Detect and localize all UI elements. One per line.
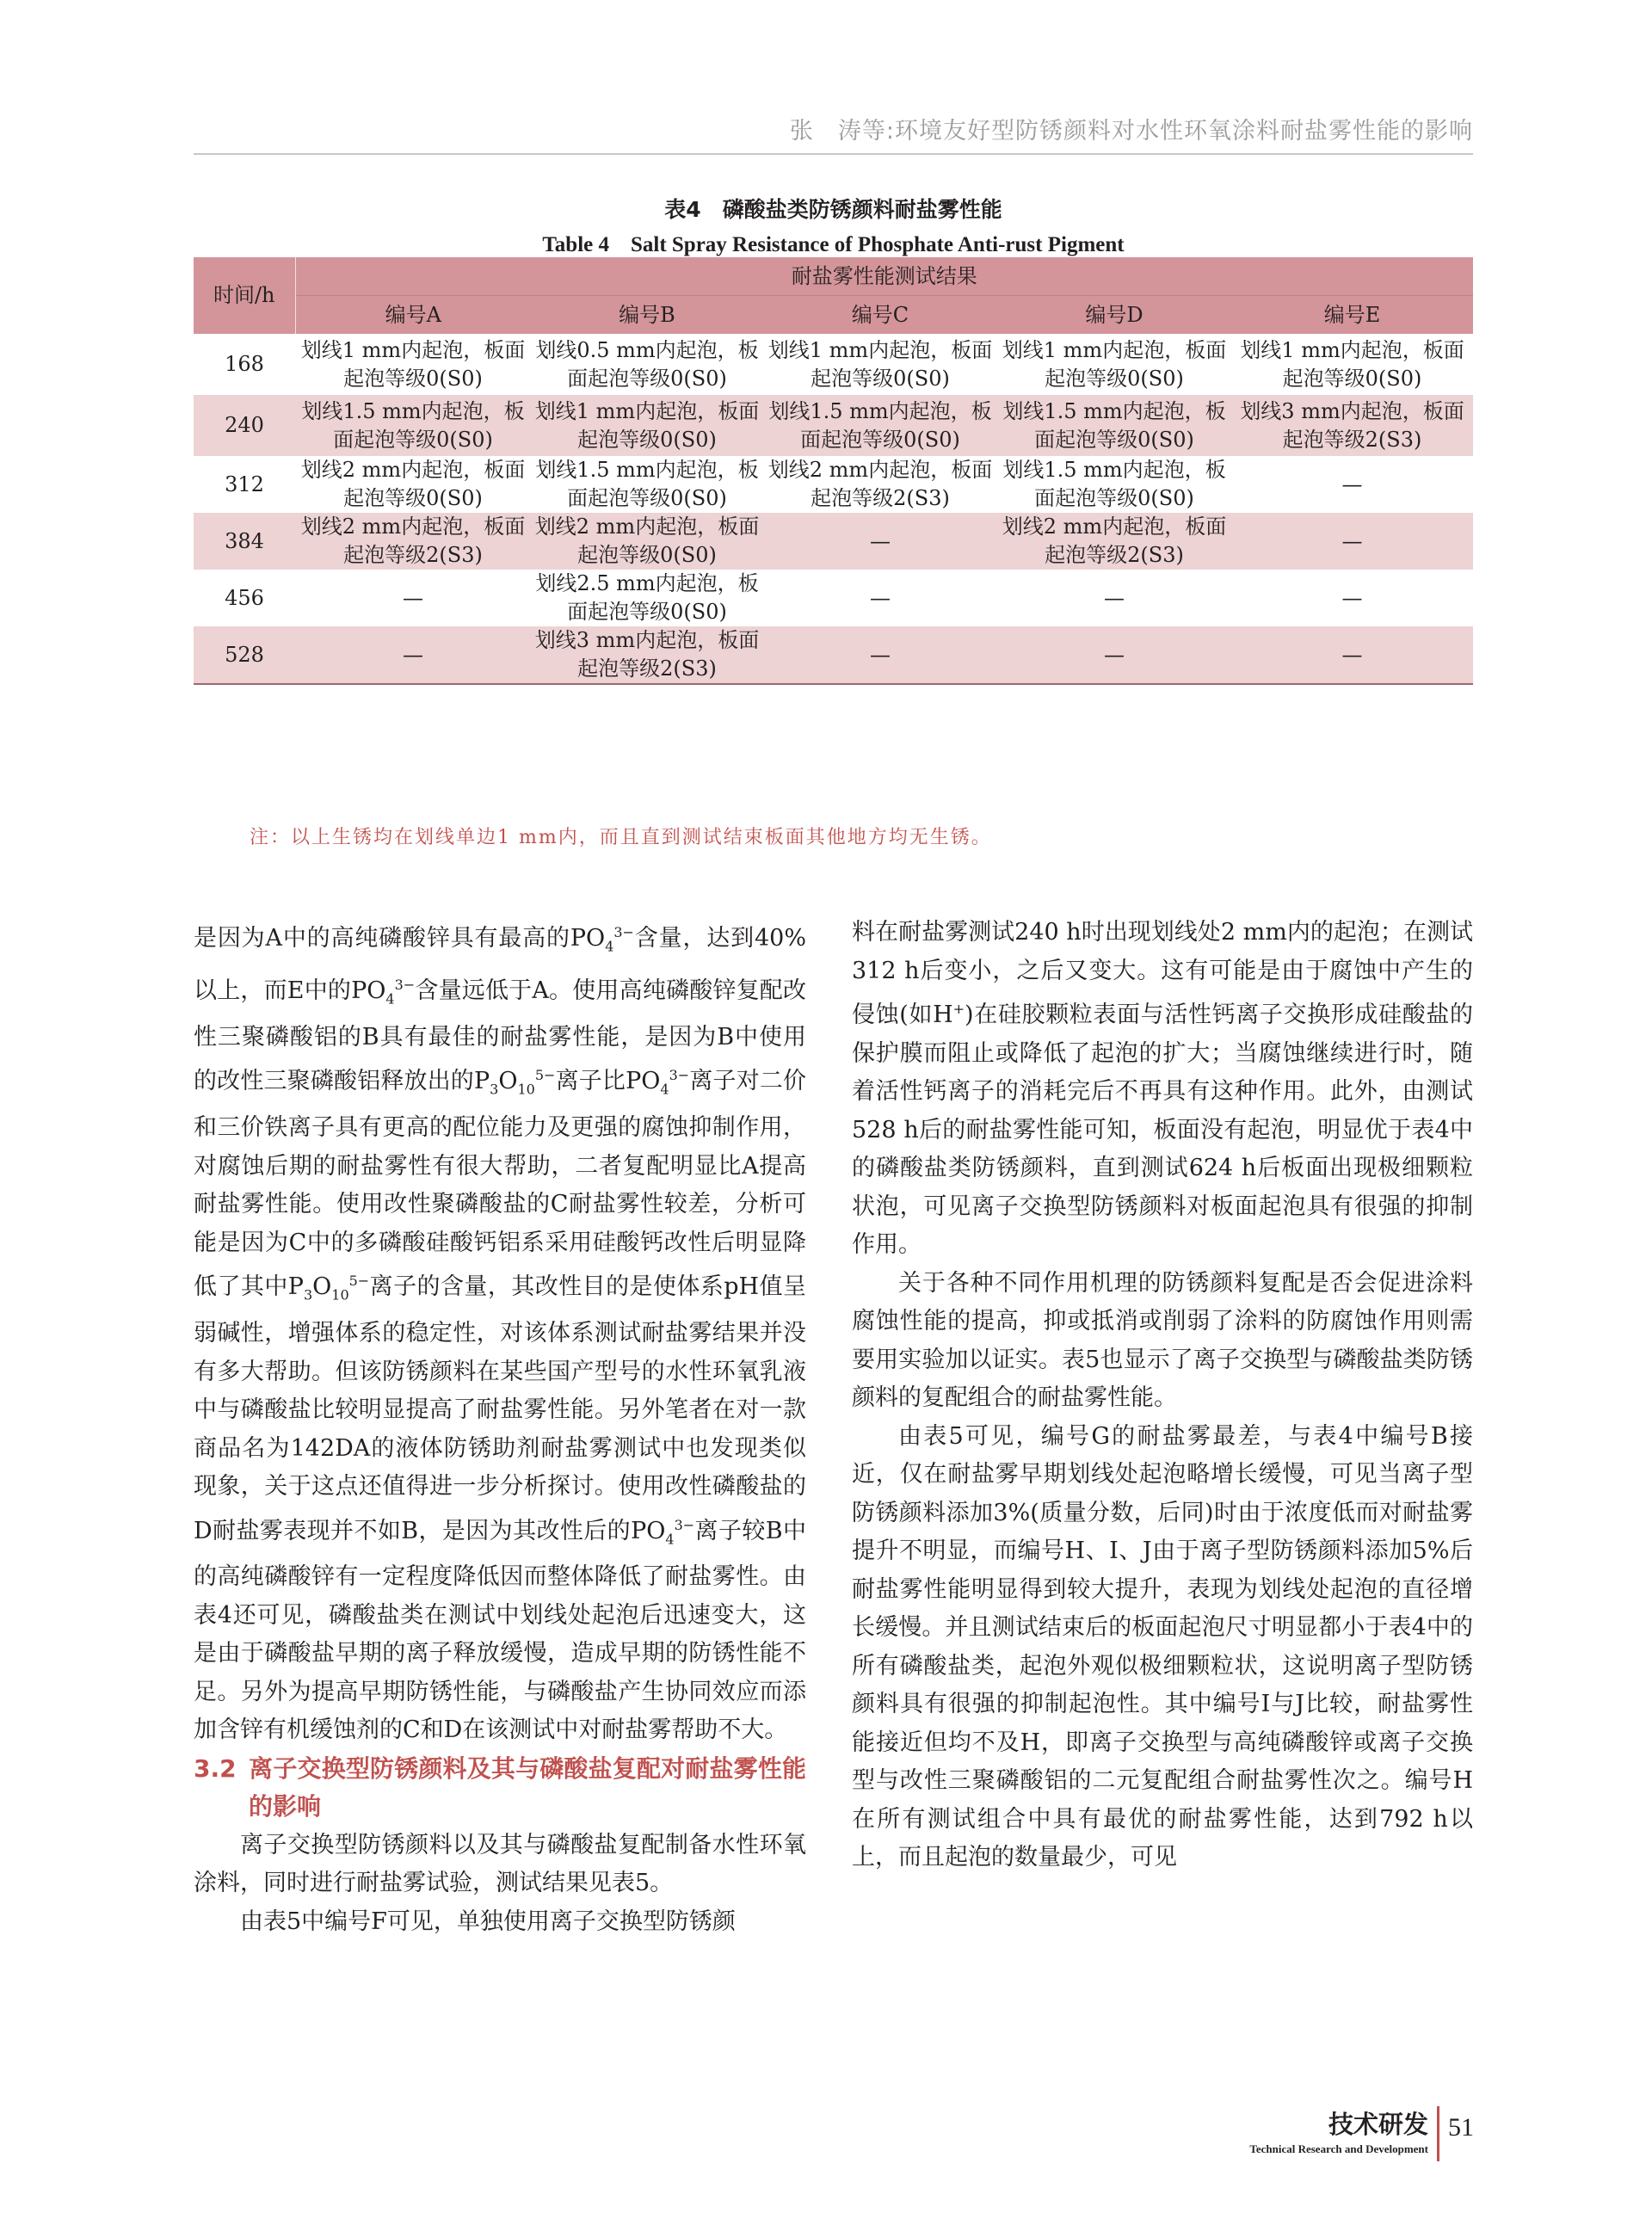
superscript: 5− [534,1067,556,1084]
section-number: 3.2 [194,1753,237,1783]
result-cell: 划线2.5 mm内起泡，板面起泡等级0(S0) [531,570,763,626]
text-run: 离子对二价和三价铁离子具有更高的配位能力及更强的腐蚀抑制作用，对腐蚀后期的耐盐雾性有很大帮助，二者复配明显比A提高耐盐雾性能。使用改性聚磷酸盐的C耐盐雾性较差，分析可能是因为C中的多磷酸硅酸钙铝系采用硅酸钙改性后明显降低了其中P [194,1068,806,1301]
column-header: 编号A [295,296,531,335]
time-header: 时间/h [194,257,295,334]
result-cell: — [1231,626,1473,684]
paragraph: 关于各种不同作用机理的防锈颜料复配是否会促进涂料腐蚀性能的提高，抑或抵消或削弱了涂料的防腐蚀作用则需要用实验加以证实。表5也显示了离子交换型与磷酸盐类防锈颜料的复配组合的耐盐雾性能。 [852,1269,1473,1411]
text-run: O [498,1068,518,1095]
result-cell: 划线1.5 mm内起泡，板面起泡等级0(S0) [997,456,1231,513]
time-cell: 240 [194,395,295,456]
superscript: 3− [613,924,634,940]
subscript: 4 [605,938,614,955]
text-run: 含量远低于A。使用高纯磷酸锌复配改性三聚磷酸铝的B具有最佳的耐盐雾性能，是因为B中使用的改性三聚磷酸铝释放出的P [194,977,807,1095]
result-cell: — [295,570,531,626]
table-row [194,395,1473,456]
result-cell: 划线1 mm内起泡，板面起泡等级0(S0) [1231,334,1473,395]
footer-section-cn: 技术研发 [1328,2110,1428,2139]
result-cell: 划线0.5 mm内起泡，板面起泡等级0(S0) [531,334,763,395]
superscript: 3− [394,976,416,993]
salt-spray-table [194,257,1473,685]
paragraph: 由表5可见，编号G的耐盐雾最差，与表4中编号B接近，仅在耐盐雾早期划线处起泡略增长缓慢，可见当离子型防锈颜料添加3%(质量分数，后同)时由于浓度低而对耐盐雾提升不明显，而编号H、I、J由于离子型防锈颜料添加5%后耐盐雾性能明显得到较大提升，表现为划线处起泡的直径增长缓慢。并且测试结束后的板面起泡尺寸明显都小于表4中的所有磷酸盐类，起泡外观似极细颗粒状，这说明离子型防锈颜料具有很强的抑制起泡性。其中编号I与J比较，耐盐雾性能接近但均不及H，即离子交换型与高纯磷酸锌或离子交换型与改性三聚磷酸铝的二元复配组合耐盐雾性次之。编号H在所有测试组合中具有最优的耐盐雾性能，达到792 h以上，而且起泡的数量最少，可见 [852,1422,1473,1871]
paragraph: 离子交换型防锈颜料以及其与磷酸盐复配制备水性环氧涂料，同时进行耐盐雾试验，测试结果见表5。 [194,1831,806,1897]
result-cell: — [997,570,1231,626]
subscript: 4 [665,1530,675,1547]
time-cell: 384 [194,513,295,570]
superscript: 5− [348,1273,370,1290]
table-row [194,513,1473,570]
result-cell: 划线1.5 mm内起泡，板面起泡等级0(S0) [763,395,997,456]
running-head-rule [194,153,1473,155]
result-cell: 划线3 mm内起泡，板面起泡等级2(S3) [531,626,763,684]
text-run: O [312,1273,332,1301]
running-head: 张 涛等:环境友好型防锈颜料对水性环氧涂料耐盐雾性能的影响 [789,118,1473,145]
footer-rule [1437,2106,1439,2161]
result-cell: 划线1 mm内起泡，板面起泡等级0(S0) [997,334,1231,395]
superscript: + [952,1001,965,1017]
table-row [194,570,1473,626]
result-cell: 划线1 mm内起泡，板面起泡等级0(S0) [763,334,997,395]
result-cell: — [763,626,997,684]
result-cell: 划线2 mm内起泡，板面起泡等级0(S0) [531,513,763,570]
subscript: 3 [490,1081,499,1098]
result-cell: 划线1.5 mm内起泡，板面起泡等级0(S0) [295,395,531,456]
page-number: 51 [1448,2113,1474,2142]
column-header: 编号D [997,296,1231,335]
subscript: 4 [660,1081,669,1098]
section-heading [194,1750,806,1827]
table-caption-en: Table 4 Salt Spray Resistance of Phosphate Anti-rust Pigment [542,233,1125,256]
result-cell: — [763,513,997,570]
result-cell: 划线1 mm内起泡，板面起泡等级0(S0) [295,334,531,395]
superscript: 3− [669,1067,690,1084]
paragraph: 由表5中编号F可见，单独使用离子交换型防锈颜 [240,1908,736,1935]
result-cell: 划线1 mm内起泡，板面起泡等级0(S0) [531,395,763,456]
text-run: )在硅胶颗粒表面与活性钙离子交换形成硅酸盐的保护膜而阻止或降低了起泡的扩大；当腐蚀继续进行时，随着活性钙离子的消耗完后不再具有这种作用。此外，由测试528 h后的耐盐雾性能可知，板面没有起泡，明显优于表4中的磷酸盐类防锈颜料，直到测试624 h后板面出现极细颗粒状泡，可见离子交换型防锈颜料对板面起泡具有很强的抑制作用。 [852,1002,1473,1258]
text-run: 含量，达到40%以上，而E中的PO [194,925,806,1004]
result-cell: — [997,626,1231,684]
group-header: 耐盐雾性能测试结果 [295,257,1473,296]
table-row [194,456,1473,513]
result-cell: 划线1.5 mm内起泡，板面起泡等级0(S0) [531,456,763,513]
body-column-right [852,914,1473,1877]
result-cell: — [763,570,997,626]
time-cell: 528 [194,626,295,684]
text-run: 离子较B中的高纯磷酸锌有一定程度降低因而整体降低了耐盐雾性。由表4还可见，磷酸盐类在测试中划线处起泡后迅速变大，这是由于磷酸盐早期的离子释放缓慢，造成早期的防锈性能不足。另外为提高早期防锈性能，与磷酸盐产生协同效应而添加含锌有机缓蚀剂的C和D在该测试中对耐盐雾帮助不大。 [194,1517,806,1744]
body-column-left [194,914,806,1941]
result-cell: — [1231,456,1473,513]
time-cell: 456 [194,570,295,626]
result-cell: — [295,626,531,684]
result-cell: — [1231,570,1473,626]
text-run: 料在耐盐雾测试240 h时出现划线处2 mm内的起泡；在测试312 h后变小，之后又变大。这有可能是由于腐蚀中产生的侵蚀(如H [852,919,1473,1028]
subscript: 10 [517,1081,535,1098]
time-cell: 312 [194,456,295,513]
time-cell: 168 [194,334,295,395]
text-run: 离子的含量，其改性目的是使体系pH值呈弱碱性，增强体系的稳定性，对该体系测试耐盐雾结果并没有多大帮助。但该防锈颜料在某些国产型号的水性环氧乳液中与磷酸盐比较明显提高了耐盐雾性能。另外笔者在对一款商品名为142DA的液体防锈助剂耐盐雾测试中也发现类似现象，关于这点还值得进一步分析探讨。使用改性磷酸盐的D耐盐雾表现并不如B，是因为其改性后的PO [194,1273,806,1544]
table-note: 注：以上生锈均在划线单边1 mm内，而且直到测试结束板面其他地方均无生锈。 [250,827,992,848]
table-row [194,334,1473,395]
result-cell: — [1231,513,1473,570]
paragraph [852,914,1473,1265]
result-cell: 划线2 mm内起泡，板面起泡等级2(S3) [295,513,531,570]
paragraph [194,914,806,1750]
table-row [194,626,1473,684]
result-cell: 划线1.5 mm内起泡，板面起泡等级0(S0) [997,395,1231,456]
superscript: 3− [674,1516,695,1533]
column-header: 编号E [1231,296,1473,335]
subscript: 10 [331,1286,349,1304]
footer-section-en: Technical Research and Development [1249,2142,1428,2155]
text-run: 离子比PO [555,1068,661,1095]
result-cell: 划线2 mm内起泡，板面起泡等级2(S3) [763,456,997,513]
column-header: 编号C [763,296,997,335]
result-cell: 划线2 mm内起泡，板面起泡等级0(S0) [295,456,531,513]
subscript: 3 [303,1286,313,1304]
column-header: 编号B [531,296,763,335]
result-cell: 划线3 mm内起泡，板面起泡等级2(S3) [1231,395,1473,456]
text-run: 是因为A中的高纯磷酸锌具有最高的PO [194,925,606,952]
section-title: 离子交换型防锈颜料及其与磷酸盐复配对耐盐雾性能的影响 [249,1753,806,1821]
subscript: 4 [385,990,395,1008]
result-cell: 划线2 mm内起泡，板面起泡等级2(S3) [997,513,1231,570]
table-caption-cn: 表4 磷酸盐类防锈颜料耐盐雾性能 [664,197,1002,222]
